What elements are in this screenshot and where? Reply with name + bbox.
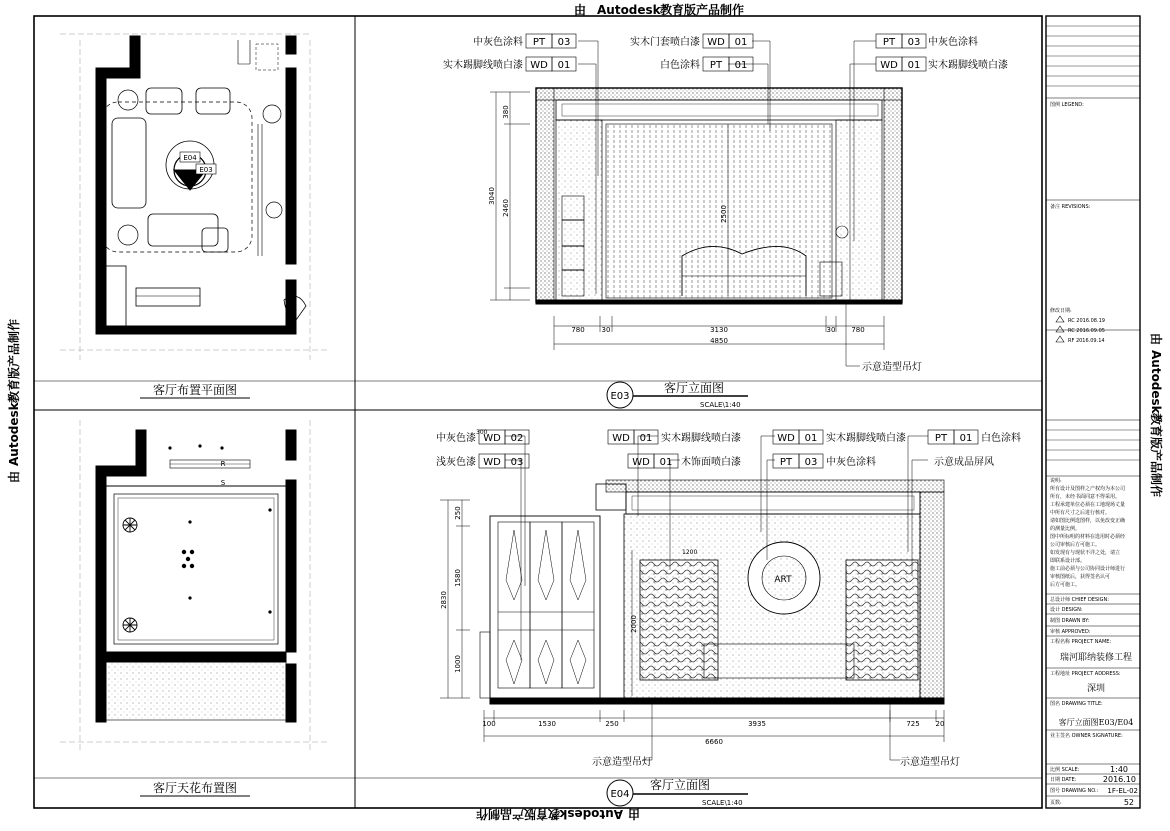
title-block-text — [1050, 101, 1138, 807]
note-line: 请如图比例选图样，以免改变正确 — [1050, 518, 1126, 524]
ceiling-tag-s: S — [220, 479, 226, 487]
elevation-e04 — [440, 436, 944, 760]
svg-text:WD: WD — [483, 457, 501, 468]
svg-text:WD: WD — [880, 60, 898, 71]
ceiling-tag-r: R — [220, 460, 226, 468]
plan-bottom-title: 客厅天花布置图 — [152, 781, 238, 795]
svg-text:PT: PT — [934, 433, 948, 444]
project-name: 瑞河耶纳装修工程 — [1059, 653, 1133, 663]
e03-material-labels — [443, 34, 1008, 71]
svg-text:WD: WD — [530, 60, 548, 71]
ceiling-plan — [60, 420, 330, 752]
e04-lamp-note-left: 示意造型吊灯 — [592, 757, 652, 768]
watermark-text: 由 — [573, 3, 587, 17]
svg-text:PT: PT — [709, 60, 723, 71]
svg-text:木饰面喷白漆: 木饰面喷白漆 — [681, 457, 741, 468]
watermark-left — [6, 319, 21, 483]
svg-text:01: 01 — [804, 433, 818, 444]
svg-text:实木踢脚线喷白漆: 实木踢脚线喷白漆 — [928, 60, 1008, 71]
note-line: 工程承建单位必须在工地现场丈量 — [1050, 502, 1126, 508]
note-line: 图中所标明的材料在选用时必须经 — [1050, 534, 1126, 540]
e04-lamp-note-right: 示意造型吊灯 — [900, 757, 960, 768]
svg-text:03: 03 — [510, 457, 524, 468]
svg-text:2460: 2460 — [502, 199, 510, 217]
svg-text:250: 250 — [605, 720, 619, 728]
svg-text:教育版产品制作: 教育版产品制作 — [475, 807, 560, 821]
svg-text:WD: WD — [483, 433, 501, 444]
svg-text:01: 01 — [734, 37, 748, 48]
svg-text:RC 2016.09.05: RC 2016.09.05 — [1068, 328, 1105, 334]
e04-title-block — [607, 777, 748, 807]
svg-text:设计 DESIGN:: 设计 DESIGN: — [1050, 607, 1083, 613]
svg-text:图号 DRAWING NO.:: 图号 DRAWING NO.: — [1050, 788, 1099, 794]
svg-text:白色涂料: 白色涂料 — [981, 433, 1021, 444]
svg-text:3040: 3040 — [488, 187, 496, 205]
watermark-bottom — [476, 807, 640, 822]
note-line: 所有设计及图样之产权均为本公司 — [1050, 486, 1126, 492]
svg-text:2830: 2830 — [440, 591, 448, 609]
svg-text:01: 01 — [959, 433, 973, 444]
svg-text:由: 由 — [627, 807, 640, 821]
svg-text:示意成品屏风: 示意成品屏风 — [934, 457, 994, 468]
svg-text:客厅立面图: 客厅立面图 — [650, 778, 711, 792]
svg-text:1580: 1580 — [454, 569, 462, 587]
page-number: 52 — [1123, 798, 1134, 807]
svg-text:380: 380 — [502, 105, 510, 119]
svg-text:30: 30 — [826, 326, 836, 334]
svg-text:PT: PT — [532, 37, 546, 48]
svg-text:01: 01 — [907, 60, 921, 71]
svg-text:制图 DRAWN BY:: 制图 DRAWN BY: — [1050, 618, 1090, 624]
note-line: 的测量比例。 — [1050, 526, 1081, 532]
project-address: 深圳 — [1086, 684, 1106, 694]
note-line: 施工前必须与公司协同设计师进行 — [1050, 566, 1126, 572]
drawing-no: 1F-EL-02 — [1107, 787, 1138, 795]
watermark-right — [1149, 333, 1164, 497]
svg-text:100: 100 — [482, 720, 496, 728]
svg-text:RC 2016.08.19: RC 2016.08.19 — [1068, 318, 1105, 324]
svg-text:中灰色漆: 中灰色漆 — [436, 433, 476, 444]
svg-text:备注 REVISIONS:: 备注 REVISIONS: — [1050, 204, 1091, 210]
svg-text:实木踢脚线喷白漆: 实木踢脚线喷白漆 — [443, 60, 523, 71]
svg-text:300: 300 — [476, 429, 488, 436]
svg-text:WD: WD — [707, 37, 725, 48]
svg-text:6660: 6660 — [705, 738, 723, 746]
svg-text:780: 780 — [851, 326, 865, 334]
scale-value: 1:40 — [1110, 765, 1128, 774]
svg-text:1000: 1000 — [454, 655, 462, 673]
svg-text:Autodesk: Autodesk — [1149, 350, 1163, 414]
svg-text:250: 250 — [454, 506, 462, 520]
e03-title-block — [607, 380, 748, 409]
svg-text:WD: WD — [632, 457, 650, 468]
svg-text:Autodesk: Autodesk — [7, 402, 21, 466]
svg-text:Autodesk: Autodesk — [559, 807, 623, 821]
svg-text:WD: WD — [612, 433, 630, 444]
watermark-brand: Autodesk — [597, 3, 661, 17]
svg-text:1530: 1530 — [538, 720, 556, 728]
svg-text:总设计师 CHIEF DESIGN:: 总设计师 CHIEF DESIGN: — [1050, 597, 1109, 603]
date-value: 2016.10 — [1102, 775, 1136, 784]
svg-text:实木门套喷白漆: 实木门套喷白漆 — [630, 37, 700, 48]
svg-text:说明:: 说明: — [1050, 478, 1062, 484]
svg-text:3130: 3130 — [710, 326, 728, 334]
svg-text:E04: E04 — [610, 789, 630, 800]
watermark-suffix: 教育版产品制作 — [660, 3, 745, 17]
svg-text:图例 LEGEND:: 图例 LEGEND: — [1050, 102, 1084, 108]
elevation-e03 — [490, 41, 902, 366]
svg-text:03: 03 — [804, 457, 818, 468]
svg-text:20: 20 — [935, 720, 945, 728]
plan-top-title: 客厅布置平面图 — [152, 383, 238, 397]
svg-text:白色涂料: 白色涂料 — [660, 60, 700, 71]
svg-text:实木踢脚线喷白漆: 实木踢脚线喷白漆 — [826, 433, 906, 444]
svg-text:业主签名 OWNER SIGNATURE:: 业主签名 OWNER SIGNATURE: — [1050, 733, 1123, 739]
svg-text:RF 2016.09.14: RF 2016.09.14 — [1068, 338, 1105, 344]
svg-text:由: 由 — [7, 470, 21, 483]
svg-text:01: 01 — [557, 60, 571, 71]
drawing-title: 客厅立面图E03/E04 — [1058, 718, 1134, 727]
svg-text:修改日期:: 修改日期: — [1050, 308, 1072, 314]
svg-text:PT: PT — [882, 37, 896, 48]
svg-text:中灰色涂料: 中灰色涂料 — [473, 37, 523, 48]
e04-material-labels — [436, 430, 1021, 468]
svg-text:01: 01 — [734, 60, 748, 71]
svg-text:PT: PT — [779, 457, 793, 468]
svg-text:E03: E03 — [610, 391, 630, 402]
svg-text:01: 01 — [659, 457, 673, 468]
svg-text:工程地址 PROJECT ADDRESS:: 工程地址 PROJECT ADDRESS: — [1050, 671, 1121, 677]
note-line: 如发现有与现状不详之处，请立 — [1050, 550, 1121, 556]
svg-text:比例 SCALE:: 比例 SCALE: — [1050, 767, 1080, 773]
e03-lamp-note: 示意造型吊灯 — [862, 362, 922, 373]
svg-text:2500: 2500 — [720, 205, 728, 223]
svg-text:客厅立面图: 客厅立面图 — [664, 381, 725, 395]
svg-text:教育版产品制作: 教育版产品制作 — [7, 318, 21, 403]
svg-text:1200: 1200 — [682, 549, 698, 556]
plan-tag-e03: E03 — [199, 166, 213, 174]
svg-text:图名 DRAWING TITLE:: 图名 DRAWING TITLE: — [1050, 701, 1103, 707]
svg-text:审核 APPROVED:: 审核 APPROVED: — [1050, 629, 1091, 635]
svg-text:2000: 2000 — [630, 615, 638, 633]
svg-text:页数:: 页数: — [1050, 800, 1062, 806]
svg-text:03: 03 — [557, 37, 571, 48]
svg-text:浅灰色漆: 浅灰色漆 — [436, 457, 476, 468]
svg-text:4850: 4850 — [710, 337, 728, 345]
svg-text:中灰色涂料: 中灰色涂料 — [928, 37, 978, 48]
plan-tag-e04: E04 — [183, 154, 197, 162]
note-line: 即联系设计部。 — [1050, 558, 1086, 564]
note-line: 所有，未经书面同意不得采用。 — [1050, 494, 1121, 500]
e04-art-label: ART — [774, 575, 792, 585]
svg-text:SCALE\1:40: SCALE\1:40 — [700, 401, 741, 409]
svg-text:03: 03 — [907, 37, 921, 48]
svg-text:WD: WD — [777, 433, 795, 444]
svg-text:实木踢脚线喷白漆: 实木踢脚线喷白漆 — [661, 433, 741, 444]
note-line: 后方可施工。 — [1050, 582, 1081, 588]
svg-text:日期 DATE:: 日期 DATE: — [1050, 777, 1077, 783]
svg-text:中灰色涂料: 中灰色涂料 — [826, 457, 876, 468]
svg-text:725: 725 — [906, 720, 920, 728]
svg-text:教育版产品制作: 教育版产品制作 — [1149, 413, 1163, 498]
svg-text:3935: 3935 — [748, 720, 766, 728]
svg-text:30: 30 — [601, 326, 611, 334]
svg-text:工程名称 PROJECT NAME:: 工程名称 PROJECT NAME: — [1050, 639, 1112, 645]
furniture-plan — [60, 34, 330, 360]
svg-text:02: 02 — [510, 433, 524, 444]
note-line: 中所有尺寸之后进行核对。 — [1050, 510, 1111, 516]
svg-text:01: 01 — [639, 433, 653, 444]
note-line: 审核图纸后，获得签名认可 — [1050, 574, 1111, 580]
watermark-top — [574, 2, 744, 17]
svg-text:780: 780 — [571, 326, 585, 334]
svg-text:SCALE\1:40: SCALE\1:40 — [702, 799, 743, 807]
svg-text:由: 由 — [1149, 333, 1163, 346]
note-line: 公司审核后方可施工。 — [1050, 542, 1101, 548]
